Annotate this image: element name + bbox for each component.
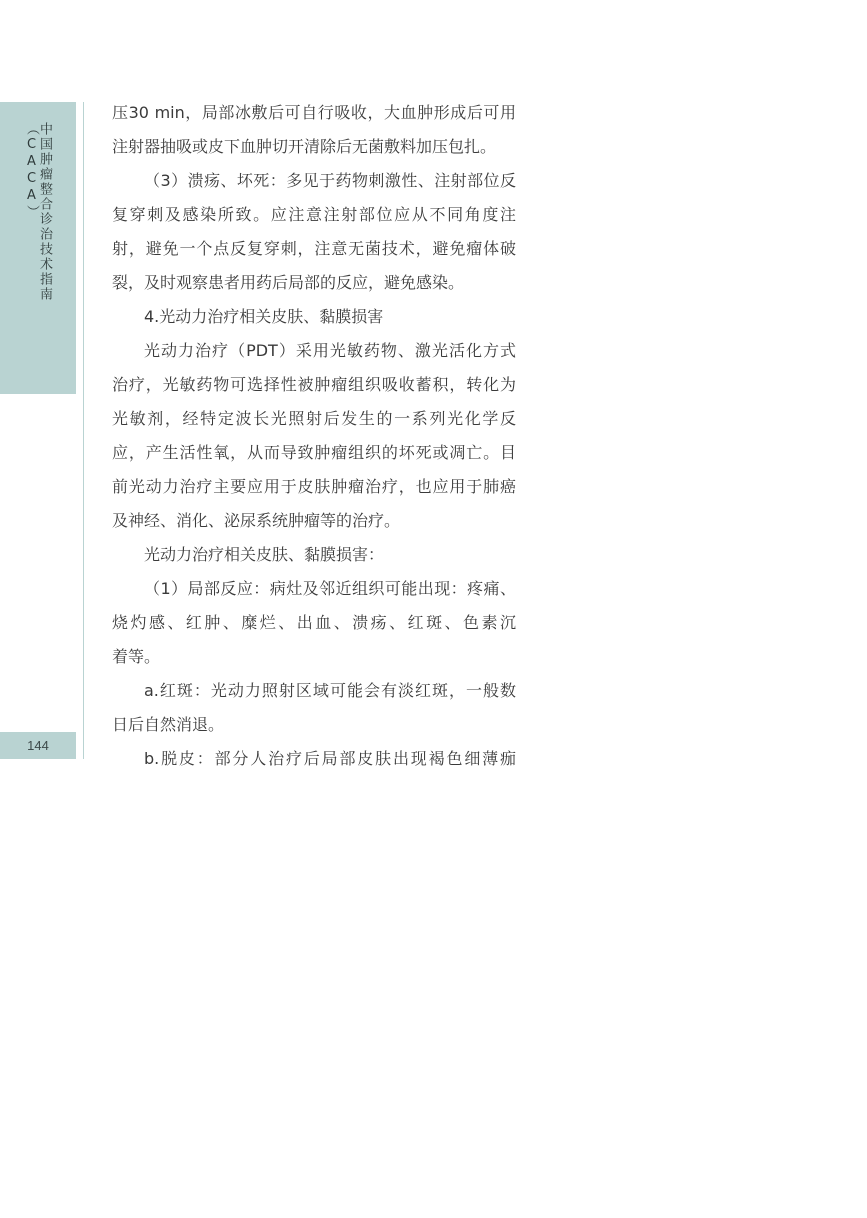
text-line: b.脱皮：部分人治疗后局部皮肤出现褐色细薄痂 — [144, 749, 516, 768]
text-line: 注射器抽吸或皮下血肿切开清除后无菌敷料加压包扎。 — [112, 137, 497, 156]
text-line: 复穿刺及感染所致。应注意注射部位应从不同角度注 — [112, 205, 516, 224]
vertical-rule — [83, 102, 84, 759]
page-number: 144 — [27, 738, 49, 753]
book-title: 中国肿瘤整合诊治技术指南（CACA） — [24, 122, 52, 302]
text-line: （1）局部反应：病灶及邻近组织可能出现：疼痛、 — [144, 579, 516, 598]
chapter-side-tab — [0, 102, 76, 394]
text-line: 4.光动力治疗相关皮肤、黏膜损害 — [144, 307, 384, 326]
text-line: 着等。 — [112, 647, 161, 666]
body-text — [112, 96, 516, 776]
text-line: （3）溃疡、坏死：多见于药物刺激性、注射部位反 — [144, 171, 516, 190]
text-line: 射，避免一个点反复穿刺，注意无菌技术，避免瘤体破 — [112, 239, 516, 258]
text-line: 日后自然消退。 — [112, 715, 225, 734]
text-line: 裂，及时观察患者用药后局部的反应，避免感染。 — [112, 273, 465, 292]
text-line: 及神经、消化、泌尿系统肿瘤等的治疗。 — [112, 511, 401, 530]
side-title-wrap — [0, 122, 76, 384]
text-line: 烧灼感、红肿、糜烂、出血、溃疡、红斑、色素沉 — [112, 613, 516, 632]
text-line: 前光动力治疗主要应用于皮肤肿瘤治疗，也应用于肺癌 — [112, 477, 516, 496]
text-line: 光动力治疗相关皮肤、黏膜损害： — [144, 545, 385, 564]
text-line: 应，产生活性氧，从而导致肿瘤组织的坏死或凋亡。目 — [112, 443, 516, 462]
text-line: 治疗，光敏药物可选择性被肿瘤组织吸收蓄积，转化为 — [112, 375, 516, 394]
text-line: 光动力治疗（PDT）采用光敏药物、激光活化方式 — [144, 341, 516, 360]
page-number-tab — [0, 732, 76, 759]
text-line: 光敏剂，经特定波长光照射后发生的一系列光化学反 — [112, 409, 516, 428]
text-line: a.红斑：光动力照射区域可能会有淡红斑，一般数 — [144, 681, 516, 700]
text-line: 压30 min，局部冰敷后可自行吸收，大血肿形成后可用 — [112, 103, 516, 122]
